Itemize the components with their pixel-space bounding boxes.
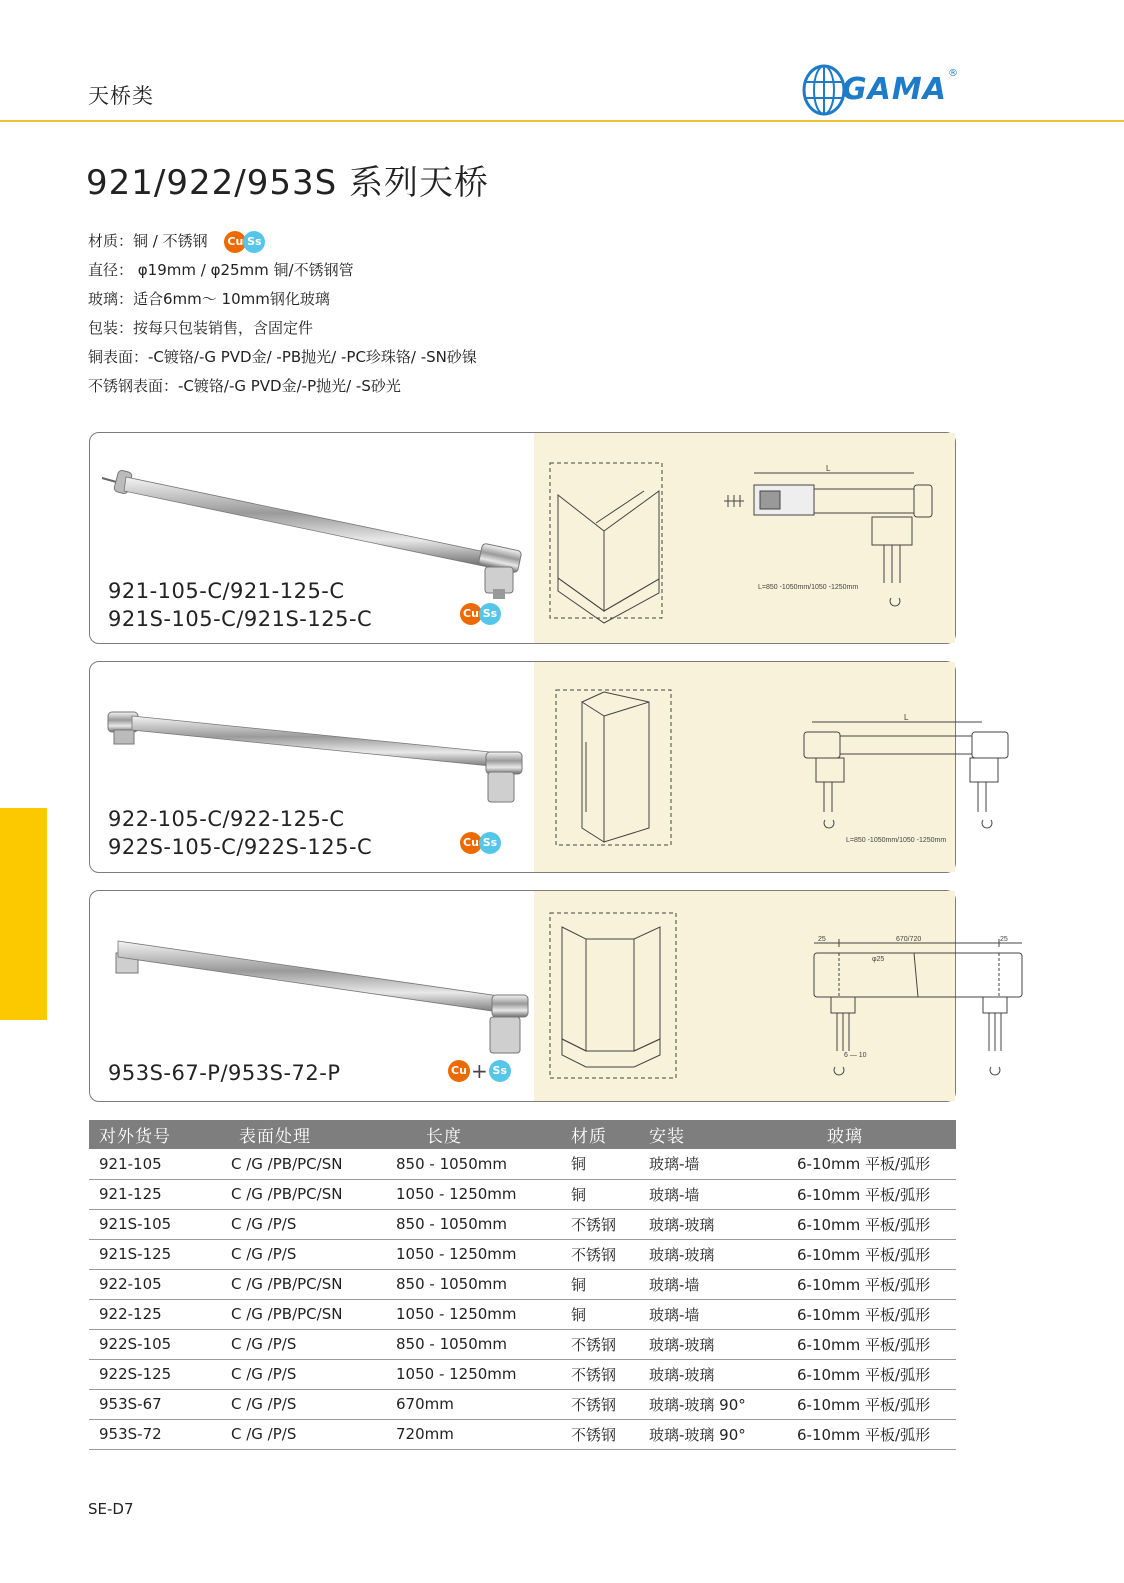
table-row <box>89 1179 956 1209</box>
table-row <box>89 1329 956 1359</box>
table-cell: 850 - 1050mm <box>396 1269 571 1299</box>
code-line: 922-105-C/922-125-C <box>108 807 345 831</box>
table-cell: 922S-125 <box>89 1359 231 1389</box>
spec-copper-finish: 铜表面：-C镀铬/-G PVD金/ -PB抛光/ -PC珍珠铬/ -SN砂镍 <box>88 348 477 366</box>
table-row <box>89 1269 956 1299</box>
column-header: 表面处理 <box>231 1120 396 1149</box>
globe-icon <box>802 62 846 118</box>
table-cell: 不锈钢 <box>571 1419 649 1449</box>
product-card-921 <box>89 432 956 644</box>
table-cell: 921S-105 <box>89 1209 231 1239</box>
table-header-row <box>89 1120 956 1149</box>
table-cell: C /G /PB/PC/SN <box>231 1269 396 1299</box>
table-cell: 6-10mm 平板/弧形 <box>797 1389 956 1419</box>
material-badges <box>460 832 501 854</box>
table-row <box>89 1299 956 1329</box>
spec-packaging: 包装：按每只包装销售，含固定件 <box>88 319 314 337</box>
installation-diagram <box>534 433 957 645</box>
table-cell: 玻璃-玻璃 <box>649 1359 797 1389</box>
table-cell: 1050 - 1250mm <box>396 1299 571 1329</box>
table-row <box>89 1419 956 1449</box>
copper-badge-icon: Cu <box>460 603 482 625</box>
dimension-label: L <box>826 464 831 473</box>
stainless-badge-icon: Ss <box>489 1060 511 1082</box>
table-cell: 铜 <box>571 1269 649 1299</box>
table-cell: 1050 - 1250mm <box>396 1239 571 1269</box>
header-divider <box>0 120 1124 122</box>
product-codes <box>108 805 372 861</box>
code-line: 921-105-C/921-125-C <box>108 579 345 603</box>
table-cell: C /G /PB/PC/SN <box>231 1179 396 1209</box>
material-badges <box>448 1059 511 1083</box>
table-row <box>89 1239 956 1269</box>
table-cell: 铜 <box>571 1179 649 1209</box>
table-body <box>89 1149 956 1449</box>
dimension-label-right: 25 <box>1000 936 1008 943</box>
column-header: 安装 <box>649 1120 797 1149</box>
table-cell: 6-10mm 平板/弧形 <box>797 1269 956 1299</box>
table-cell: 850 - 1050mm <box>396 1149 571 1179</box>
brand-name: GAMA <box>842 72 947 107</box>
table-cell: C /G /P/S <box>231 1419 396 1449</box>
table-cell: 不锈钢 <box>571 1359 649 1389</box>
table-row <box>89 1359 956 1389</box>
table-cell: 720mm <box>396 1419 571 1449</box>
table-cell: 6-10mm 平板/弧形 <box>797 1239 956 1269</box>
table-row <box>89 1149 956 1179</box>
table-cell: 953S-67 <box>89 1389 231 1419</box>
installation-diagram <box>534 891 1008 1103</box>
product-codes <box>108 577 372 633</box>
table-cell: 1050 - 1250mm <box>396 1179 571 1209</box>
product-codes <box>108 1059 340 1087</box>
table-cell: 玻璃-玻璃 90° <box>649 1419 797 1449</box>
registered-mark: ® <box>948 68 958 79</box>
table-cell: 玻璃-玻璃 <box>649 1209 797 1239</box>
code-line: 953S-67-P/953S-72-P <box>108 1061 341 1085</box>
table-cell: 6-10mm 平板/弧形 <box>797 1299 956 1329</box>
dimension-label-left: 25 <box>818 936 826 943</box>
page-title: 921/922/953S 系列天桥 <box>86 163 489 203</box>
table-cell: 玻璃-墙 <box>649 1179 797 1209</box>
spec-list <box>88 230 477 404</box>
plus-sign: + <box>471 1059 488 1083</box>
table-cell: 1050 - 1250mm <box>396 1359 571 1389</box>
table-cell: C /G /P/S <box>231 1329 396 1359</box>
table-cell: 850 - 1050mm <box>396 1329 571 1359</box>
stainless-badge-icon: Ss <box>243 231 265 253</box>
column-header: 对外货号 <box>89 1120 231 1149</box>
table-cell: C /G /P/S <box>231 1209 396 1239</box>
table-cell: 921-125 <box>89 1179 231 1209</box>
stainless-badge-icon: Ss <box>479 603 501 625</box>
column-header: 玻璃 <box>797 1120 956 1149</box>
table-cell: 6-10mm 平板/弧形 <box>797 1359 956 1389</box>
table-cell: 6-10mm 平板/弧形 <box>797 1179 956 1209</box>
code-line: 921S-105-C/921S-125-C <box>108 607 373 631</box>
table-cell: C /G /P/S <box>231 1239 396 1269</box>
table-cell: C /G /PB/PC/SN <box>231 1299 396 1329</box>
dimension-note: L=850 -1050mm/1050 -1250mm <box>846 837 947 844</box>
gama-logo <box>802 62 962 118</box>
side-section-tab <box>0 808 47 1020</box>
table-row <box>89 1389 956 1419</box>
diameter-label: φ25 <box>872 956 885 963</box>
material-badges <box>460 603 501 625</box>
spec-material: 材质：铜 / 不锈钢 Cu Ss <box>88 230 477 259</box>
table-row <box>89 1209 956 1239</box>
product-card-953S <box>89 890 1008 1102</box>
spec-glass: 玻璃：适合6mm～ 10mm钢化玻璃 <box>88 290 330 308</box>
table-cell: 922-125 <box>89 1299 231 1329</box>
table-cell: C /G /P/S <box>231 1389 396 1419</box>
code-line: 922S-105-C/922S-125-C <box>108 835 373 859</box>
table-cell: 玻璃-墙 <box>649 1299 797 1329</box>
product-spec-table <box>89 1120 956 1450</box>
column-header: 长度 <box>396 1120 571 1149</box>
table-cell: 922S-105 <box>89 1329 231 1359</box>
table-cell: 玻璃-玻璃 <box>649 1329 797 1359</box>
table-cell: 850 - 1050mm <box>396 1209 571 1239</box>
category-label: 天桥类 <box>88 84 154 108</box>
table-cell: 不锈钢 <box>571 1389 649 1419</box>
table-cell: 921S-125 <box>89 1239 231 1269</box>
table-cell: 921-105 <box>89 1149 231 1179</box>
page-number: SE-D7 <box>88 1500 134 1518</box>
table-cell: C /G /PB/PC/SN <box>231 1149 396 1179</box>
table-cell: 玻璃-玻璃 90° <box>649 1389 797 1419</box>
table-cell: 不锈钢 <box>571 1209 649 1239</box>
table-cell: 铜 <box>571 1149 649 1179</box>
table-cell: 6-10mm 平板/弧形 <box>797 1149 956 1179</box>
installation-diagram <box>534 662 957 874</box>
table-cell: 922-105 <box>89 1269 231 1299</box>
copper-badge-icon: Cu <box>460 832 482 854</box>
column-header: 材质 <box>571 1120 649 1149</box>
table-cell: 玻璃-玻璃 <box>649 1239 797 1269</box>
spec-diameter: 直径： φ19mm / φ25mm 铜/不锈钢管 <box>88 261 354 279</box>
table-cell: 玻璃-墙 <box>649 1149 797 1179</box>
table-cell: 6-10mm 平板/弧形 <box>797 1419 956 1449</box>
table-cell: 不锈钢 <box>571 1329 649 1359</box>
table-cell: 6-10mm 平板/弧形 <box>797 1209 956 1239</box>
stainless-badge-icon: Ss <box>479 832 501 854</box>
spec-steel-finish: 不锈钢表面：-C镀铬/-G PVD金/-P抛光/ -S砂光 <box>88 377 401 395</box>
glass-thickness-label: 6 — 10 <box>844 1052 867 1059</box>
table-cell: 953S-72 <box>89 1419 231 1449</box>
dimension-label-mid: 670/720 <box>896 936 922 943</box>
product-card-922 <box>89 661 956 873</box>
dimension-label: L <box>904 713 909 722</box>
copper-badge-icon: Cu <box>224 231 246 253</box>
table-cell: 不锈钢 <box>571 1239 649 1269</box>
table-cell: C /G /P/S <box>231 1359 396 1389</box>
table-cell: 6-10mm 平板/弧形 <box>797 1329 956 1359</box>
table-cell: 670mm <box>396 1389 571 1419</box>
copper-badge-icon: Cu <box>448 1060 470 1082</box>
dimension-note: L=850 -1050mm/1050 -1250mm <box>758 584 859 591</box>
table-cell: 玻璃-墙 <box>649 1269 797 1299</box>
table-cell: 铜 <box>571 1299 649 1329</box>
